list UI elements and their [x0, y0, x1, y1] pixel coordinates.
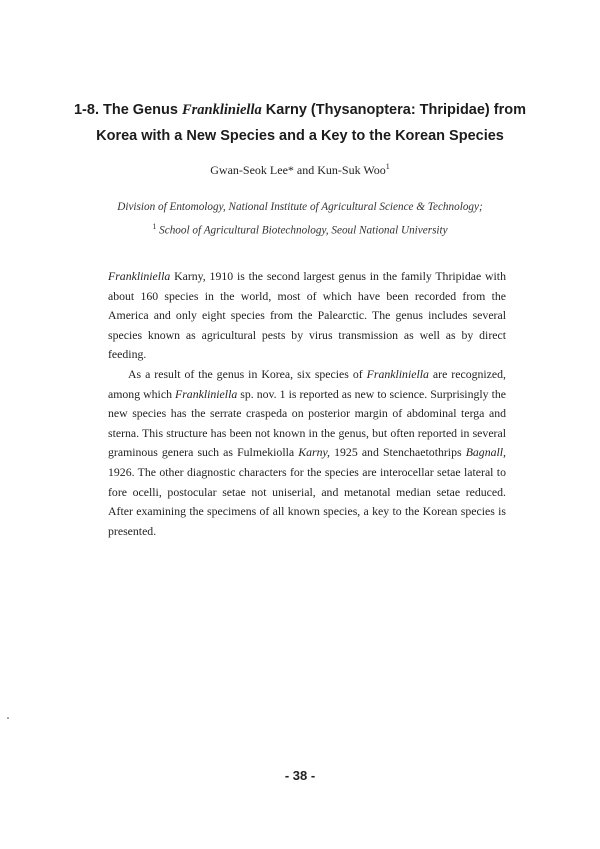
title-line-2: Korea with a New Species and a Key to the Korean Species	[96, 128, 504, 144]
abstract-paragraph-1: Frankliniella Karny, 1910 is the second largest genus in the family Thripidae with about 160 species in the world, most of which have been recorded from the America and only eight species from the Palearctic. The genus includes several species known as agricultural pests by virus transmission as well as by direct feeding.	[108, 269, 506, 362]
page-number: - 38 -	[284, 768, 316, 783]
author-1: Gwan-Seok Lee*	[210, 163, 294, 177]
title-line-1: 1-8. The Genus Frankliniella Karny (Thysanoptera: Thripidae) from	[73, 102, 527, 118]
affiliation-mark: 1	[385, 162, 390, 171]
author-line: Gwan-Seok Lee* and Kun-Suk Woo$^1$	[210, 162, 390, 177]
abstract-paragraph-2: As a result of the genus in Korea, six species of Frankliniella are recognized, among which Frankliniella sp. nov. 1 is reported as new to science. Surprisingly the new species has the serrate craspeda on posterior margin of abdominal terga and sterna. This structure has been not known in the genus, but often reported in several graminous genera such as Fulmekiolla Karny, 1925 and Stenchaetothrips Bagnall, 1926. The other diagnostic characters for the species are interocellar setae lateral to fore ocelli, postocular setae not uniserial, and metanotal median setae reduced. After examining the specimens of all known species, a key to the Korean species is presented.	[108, 367, 507, 538]
genus-name: Frankliniella	[181, 102, 262, 118]
affiliation-2: $^1$ School of Agricultural Biotechnology, Seoul National University	[152, 222, 448, 237]
affiliation-1: Division of Entomology, National Institute of Agricultural Science & Technology;	[117, 201, 483, 213]
author-2: Kun-Suk Woo	[317, 163, 386, 177]
paper-title	[60, 97, 540, 149]
scan-speck	[7, 717, 9, 719]
affiliations	[0, 198, 600, 241]
